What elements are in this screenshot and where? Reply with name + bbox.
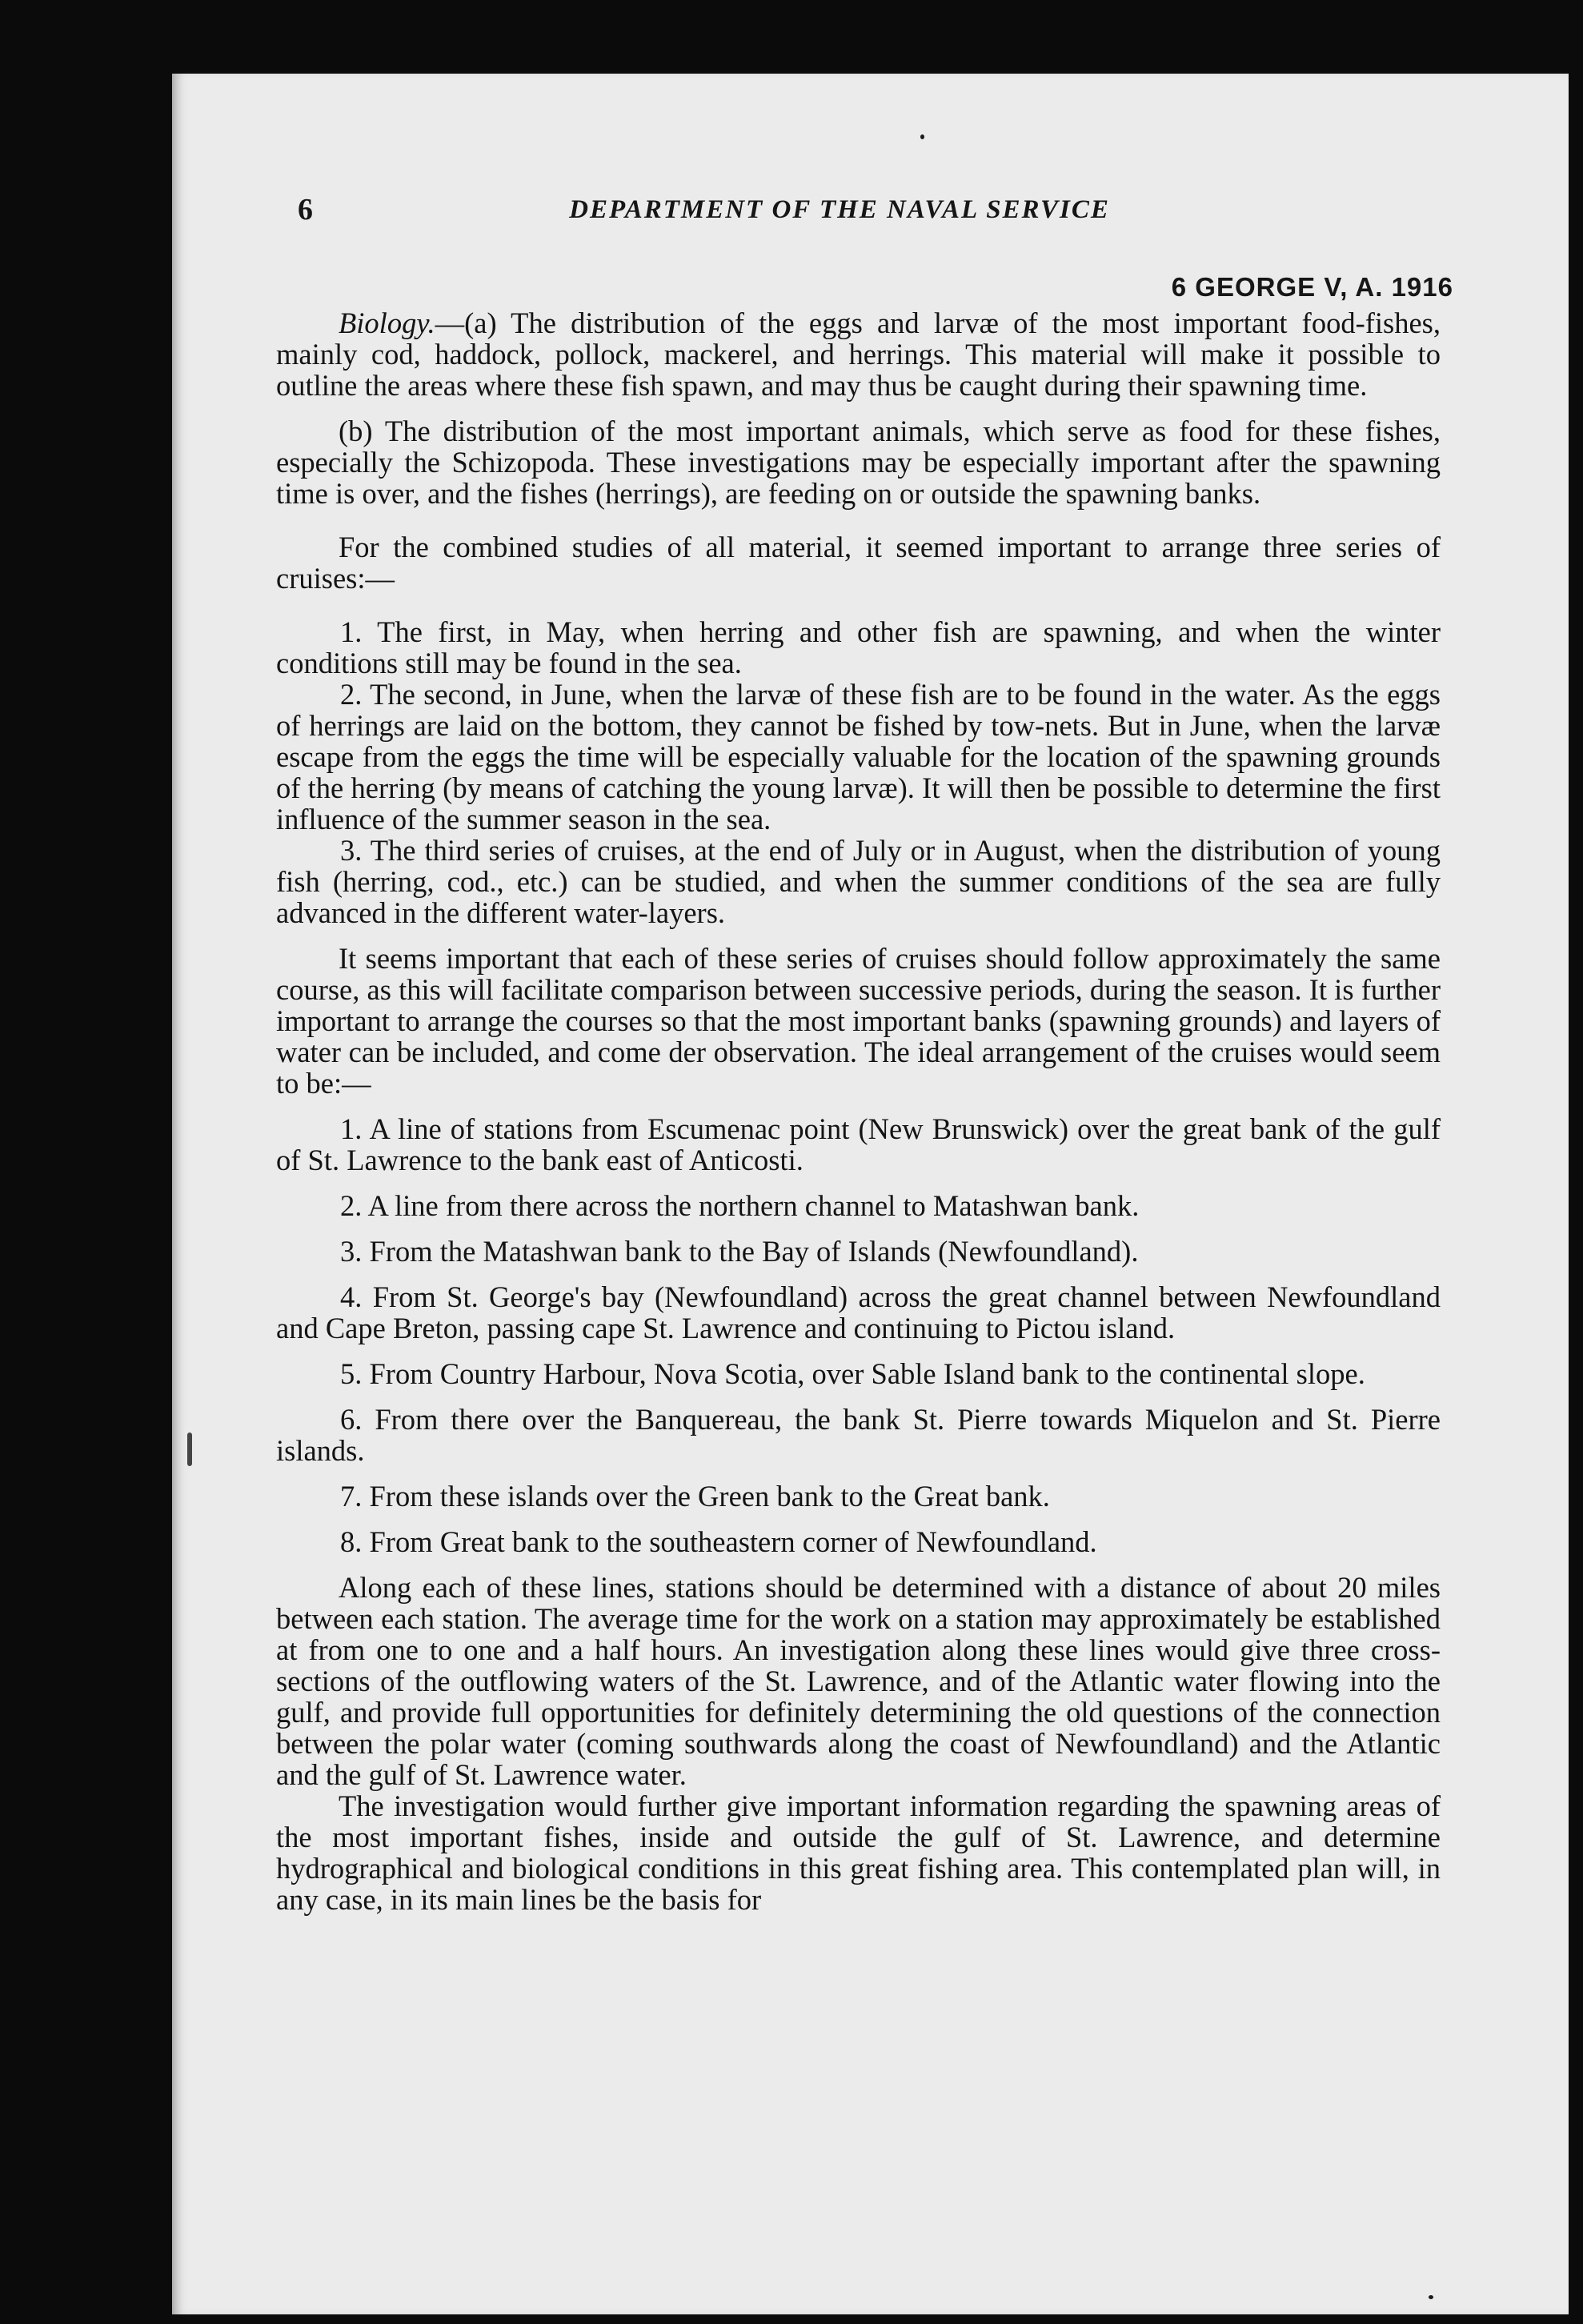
cruise-item-3: 3. The third series of cruises, at the end of July or in August, when the distribution of young fish (herring, cod., etc.) can be studied, and when the summer conditions of the sea are fully advanced in the different water-layers. bbox=[276, 834, 1441, 929]
scan-edge-mark bbox=[187, 1432, 192, 1466]
route-item-2: 2. A line from there across the northern channel to Matashwan bank. bbox=[340, 1189, 1140, 1222]
scan-speck bbox=[1429, 2295, 1433, 2299]
route-item-1: 1. A line of stations from Escumenac point (New Brunswick) over the great bank of the gulf of St. Lawrence to the bank east of Anticosti. bbox=[276, 1112, 1441, 1176]
paragraph-biology-a bbox=[276, 307, 1441, 401]
route-item-7: 7. From these islands over the Green bank to the Great bank. bbox=[340, 1480, 1050, 1513]
run-in-heading: Biology. bbox=[339, 307, 435, 339]
route-item-6: 6. From there over the Banquereau, the bank St. Pierre towards Miquelon and St. Pierre islands. bbox=[276, 1403, 1441, 1467]
running-head: DEPARTMENT OF THE NAVAL SERVICE bbox=[569, 195, 1110, 224]
cruise-item-1: 1. The first, in May, when herring and other fish are spawning, and when the winter conditions still may be found in the sea. bbox=[276, 615, 1441, 679]
paragraph-text: —(a) The distribution of the eggs and larvæ of the most important food-fishes, mainly cod, haddock, pollock, mackerel, and herrings. This material will make it possible to outline the areas where these fish spawn, and may thus be caught during their spawning time. bbox=[276, 307, 1441, 402]
body-text bbox=[276, 307, 1441, 1915]
cruise-item-2: 2. The second, in June, when the larvæ of these fish are to be found in the water. As the eggs of herrings are laid on the bottom, they cannot be fished by tow-nets. But in June, when the larvæ escape from the eggs the time will be especially valuable for the location of the spawning grounds of the herring (by means of catching the young larvæ). It will then be possible to determine the first influence of the summer season in the sea. bbox=[276, 678, 1441, 835]
session-reference: 6 GEORGE V, A. 1916 bbox=[1171, 272, 1453, 302]
paragraph-stations: Along each of these lines, stations should be determined with a distance of about 20 miles between each station. The average time for the work on a station may approximately be established at from one to one and a half hours. An investigation along these lines would give three cross-sections of the outflowing waters of the St. Lawrence, and of the Atlantic water flowing into the gulf, and provide full opportunities for definitely determining the old questions of the connection between the polar water (coming southwards along the coast of Newfoundland) and the Atlantic and the gulf of St. Lawrence water. bbox=[276, 1571, 1441, 1791]
paragraph-investigation: The investigation would further give important information regarding the spawning areas of the most important fishes, inside and outside the gulf of St. Lawrence, and determine hydrographical and biological conditions in this great fishing area. This contemplated plan will, in any case, in its main lines be the basis for bbox=[276, 1789, 1441, 1916]
route-item-3: 3. From the Matashwan bank to the Bay of Islands (Newfoundland). bbox=[340, 1235, 1139, 1268]
route-item-5: 5. From Country Harbour, Nova Scotia, over Sable Island bank to the continental slope. bbox=[340, 1357, 1365, 1390]
page-number: 6 bbox=[298, 193, 313, 226]
paragraph-cruise-intro: For the combined studies of all material, it seemed important to arrange three series of cruises:— bbox=[276, 531, 1441, 595]
route-item-4: 4. From St. George's bay (Newfoundland) across the great channel between Newfoundland and Cape Breton, passing cape St. Lawrence and continuing to Pictou island. bbox=[276, 1280, 1441, 1344]
route-item-8: 8. From Great bank to the southeastern corner of Newfoundland. bbox=[340, 1525, 1097, 1558]
paragraph-biology-b: (b) The distribution of the most important animals, which serve as food for these fishes, especially the Schizopoda. These investigations may be especially important after the spawning time is over, and the fishes (herrings), are feeding on or outside the spawning banks. bbox=[276, 415, 1441, 510]
scan-speck bbox=[920, 134, 924, 139]
paragraph-course: It seems important that each of these series of cruises should follow approximately the same course, as this will facilitate comparison between successive periods, during the season. It is further important to arrange the courses so that the most important banks (spawning grounds) and layers of water can be included, and come der observation. The ideal arrangement of the cruises would seem to be:— bbox=[276, 942, 1441, 1100]
